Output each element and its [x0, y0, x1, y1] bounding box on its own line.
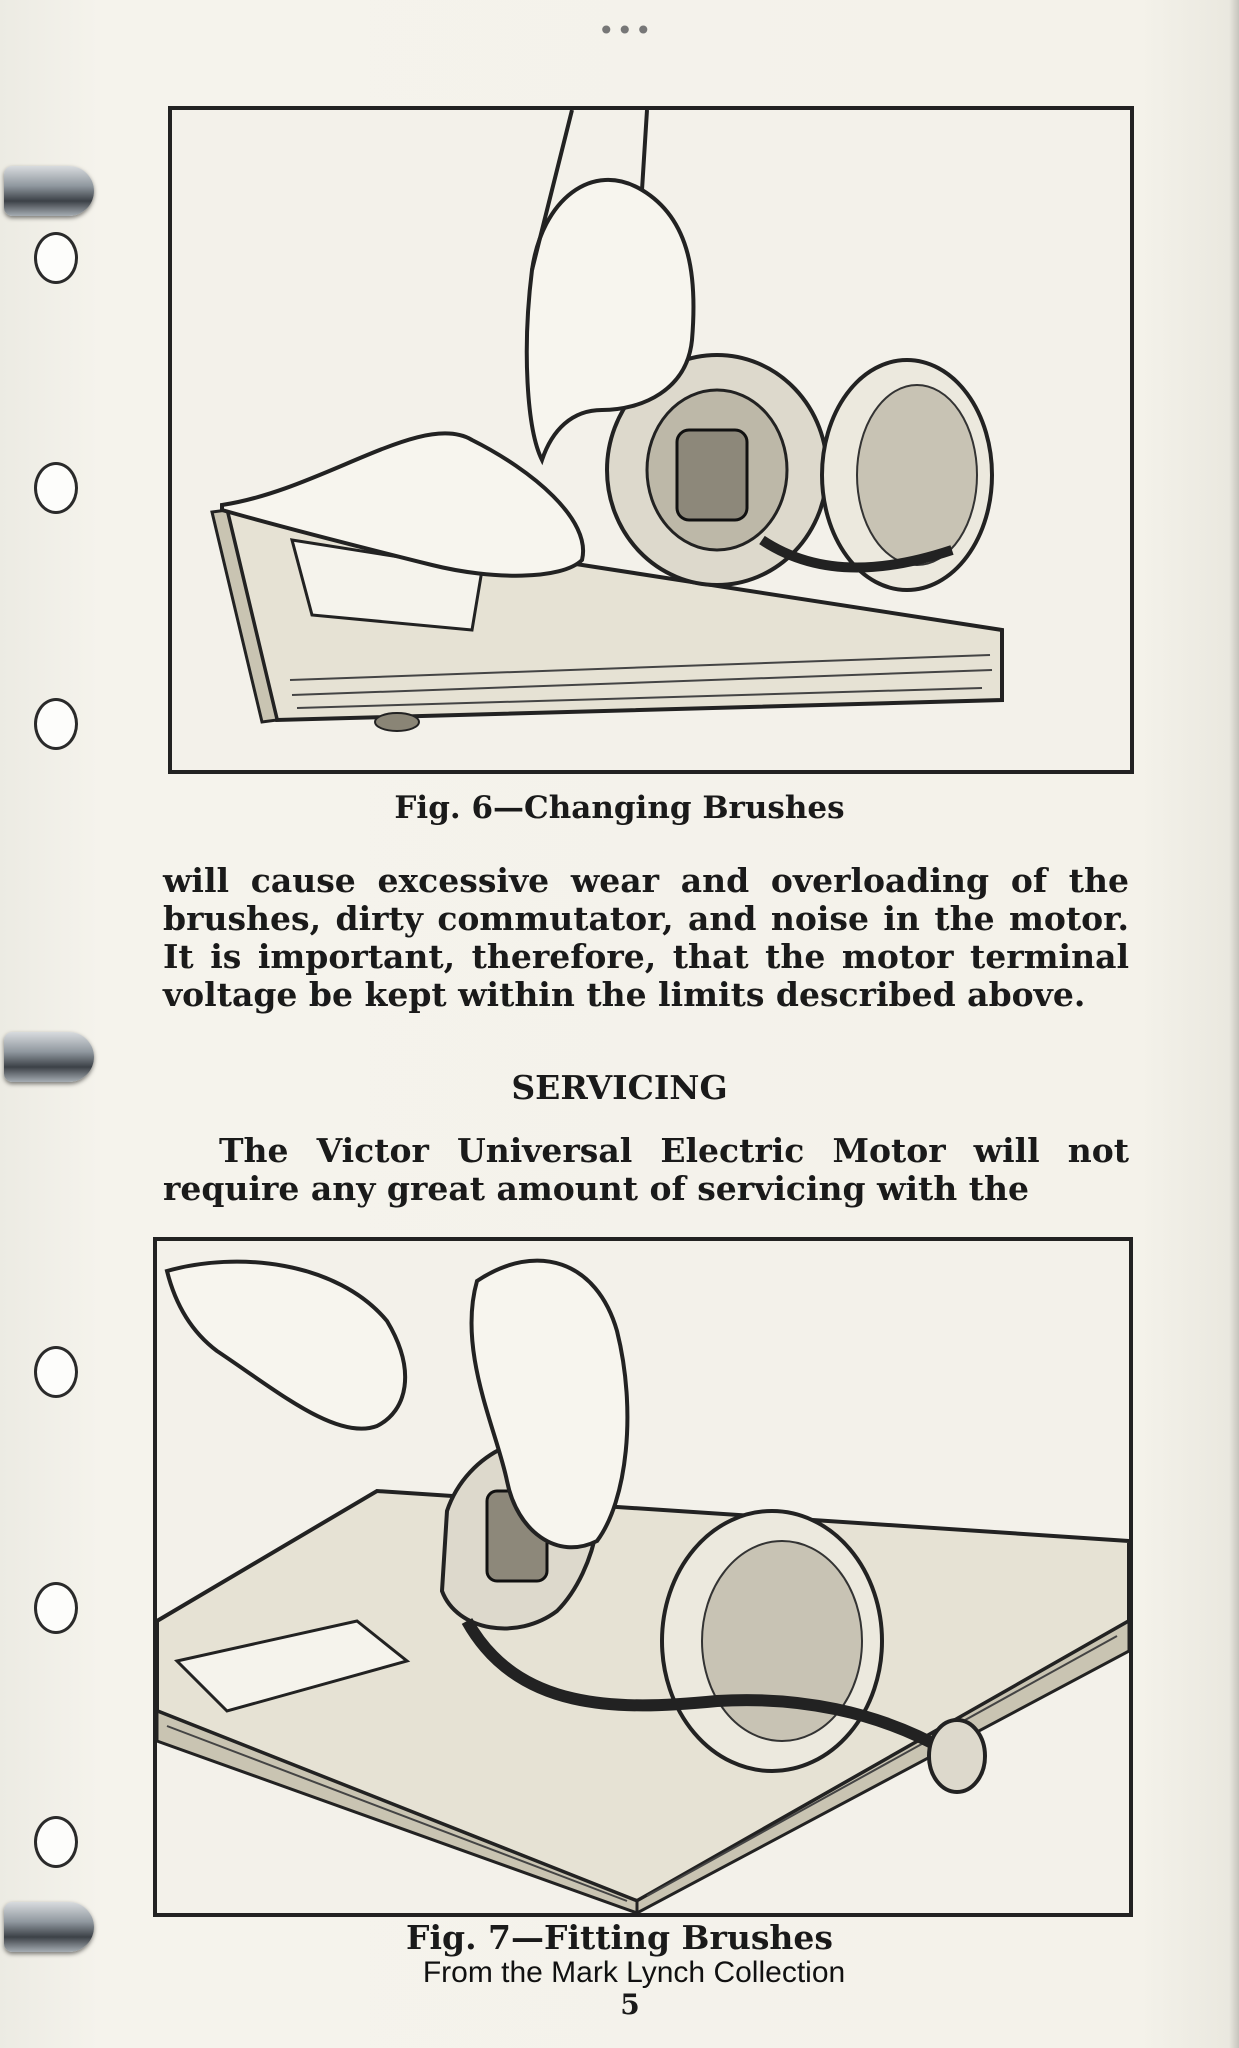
figure-7-caption: Fig. 7—Fitting Brushes	[406, 1918, 833, 1957]
body-paragraph-1: will cause excessive wear and overloading of the brushes, dirty commutator, and noise in the motor. It is important, therefore, that the motor terminal voltage be kept within the limits described above.	[163, 861, 1129, 1014]
figure-changing-brushes	[168, 106, 1134, 774]
binder-hole	[34, 462, 78, 514]
page-number: 5	[620, 1988, 640, 2021]
binder-hole	[34, 1582, 78, 1634]
collection-watermark: From the Mark Lynch Collection	[422, 1956, 846, 1989]
figure-6-caption: Fig. 6—Changing Brushes	[394, 790, 845, 826]
fitting-brushes-illustration	[157, 1241, 1129, 1913]
body-paragraph-2: The Victor Universal Electric Motor will not require any great amount of servicing with the	[163, 1131, 1129, 1208]
binder-hole	[34, 1816, 78, 1868]
more-options-icon[interactable]: •••	[598, 14, 654, 47]
binder-hole	[34, 232, 78, 284]
binder-hole	[34, 1346, 78, 1398]
binder-ring-top	[4, 166, 94, 216]
figure-fitting-brushes	[153, 1237, 1133, 1917]
binder-hole	[34, 698, 78, 750]
changing-brushes-illustration	[172, 110, 1130, 770]
page-edge-shadow	[1229, 0, 1239, 2048]
section-heading-servicing: SERVICING	[511, 1068, 728, 1107]
